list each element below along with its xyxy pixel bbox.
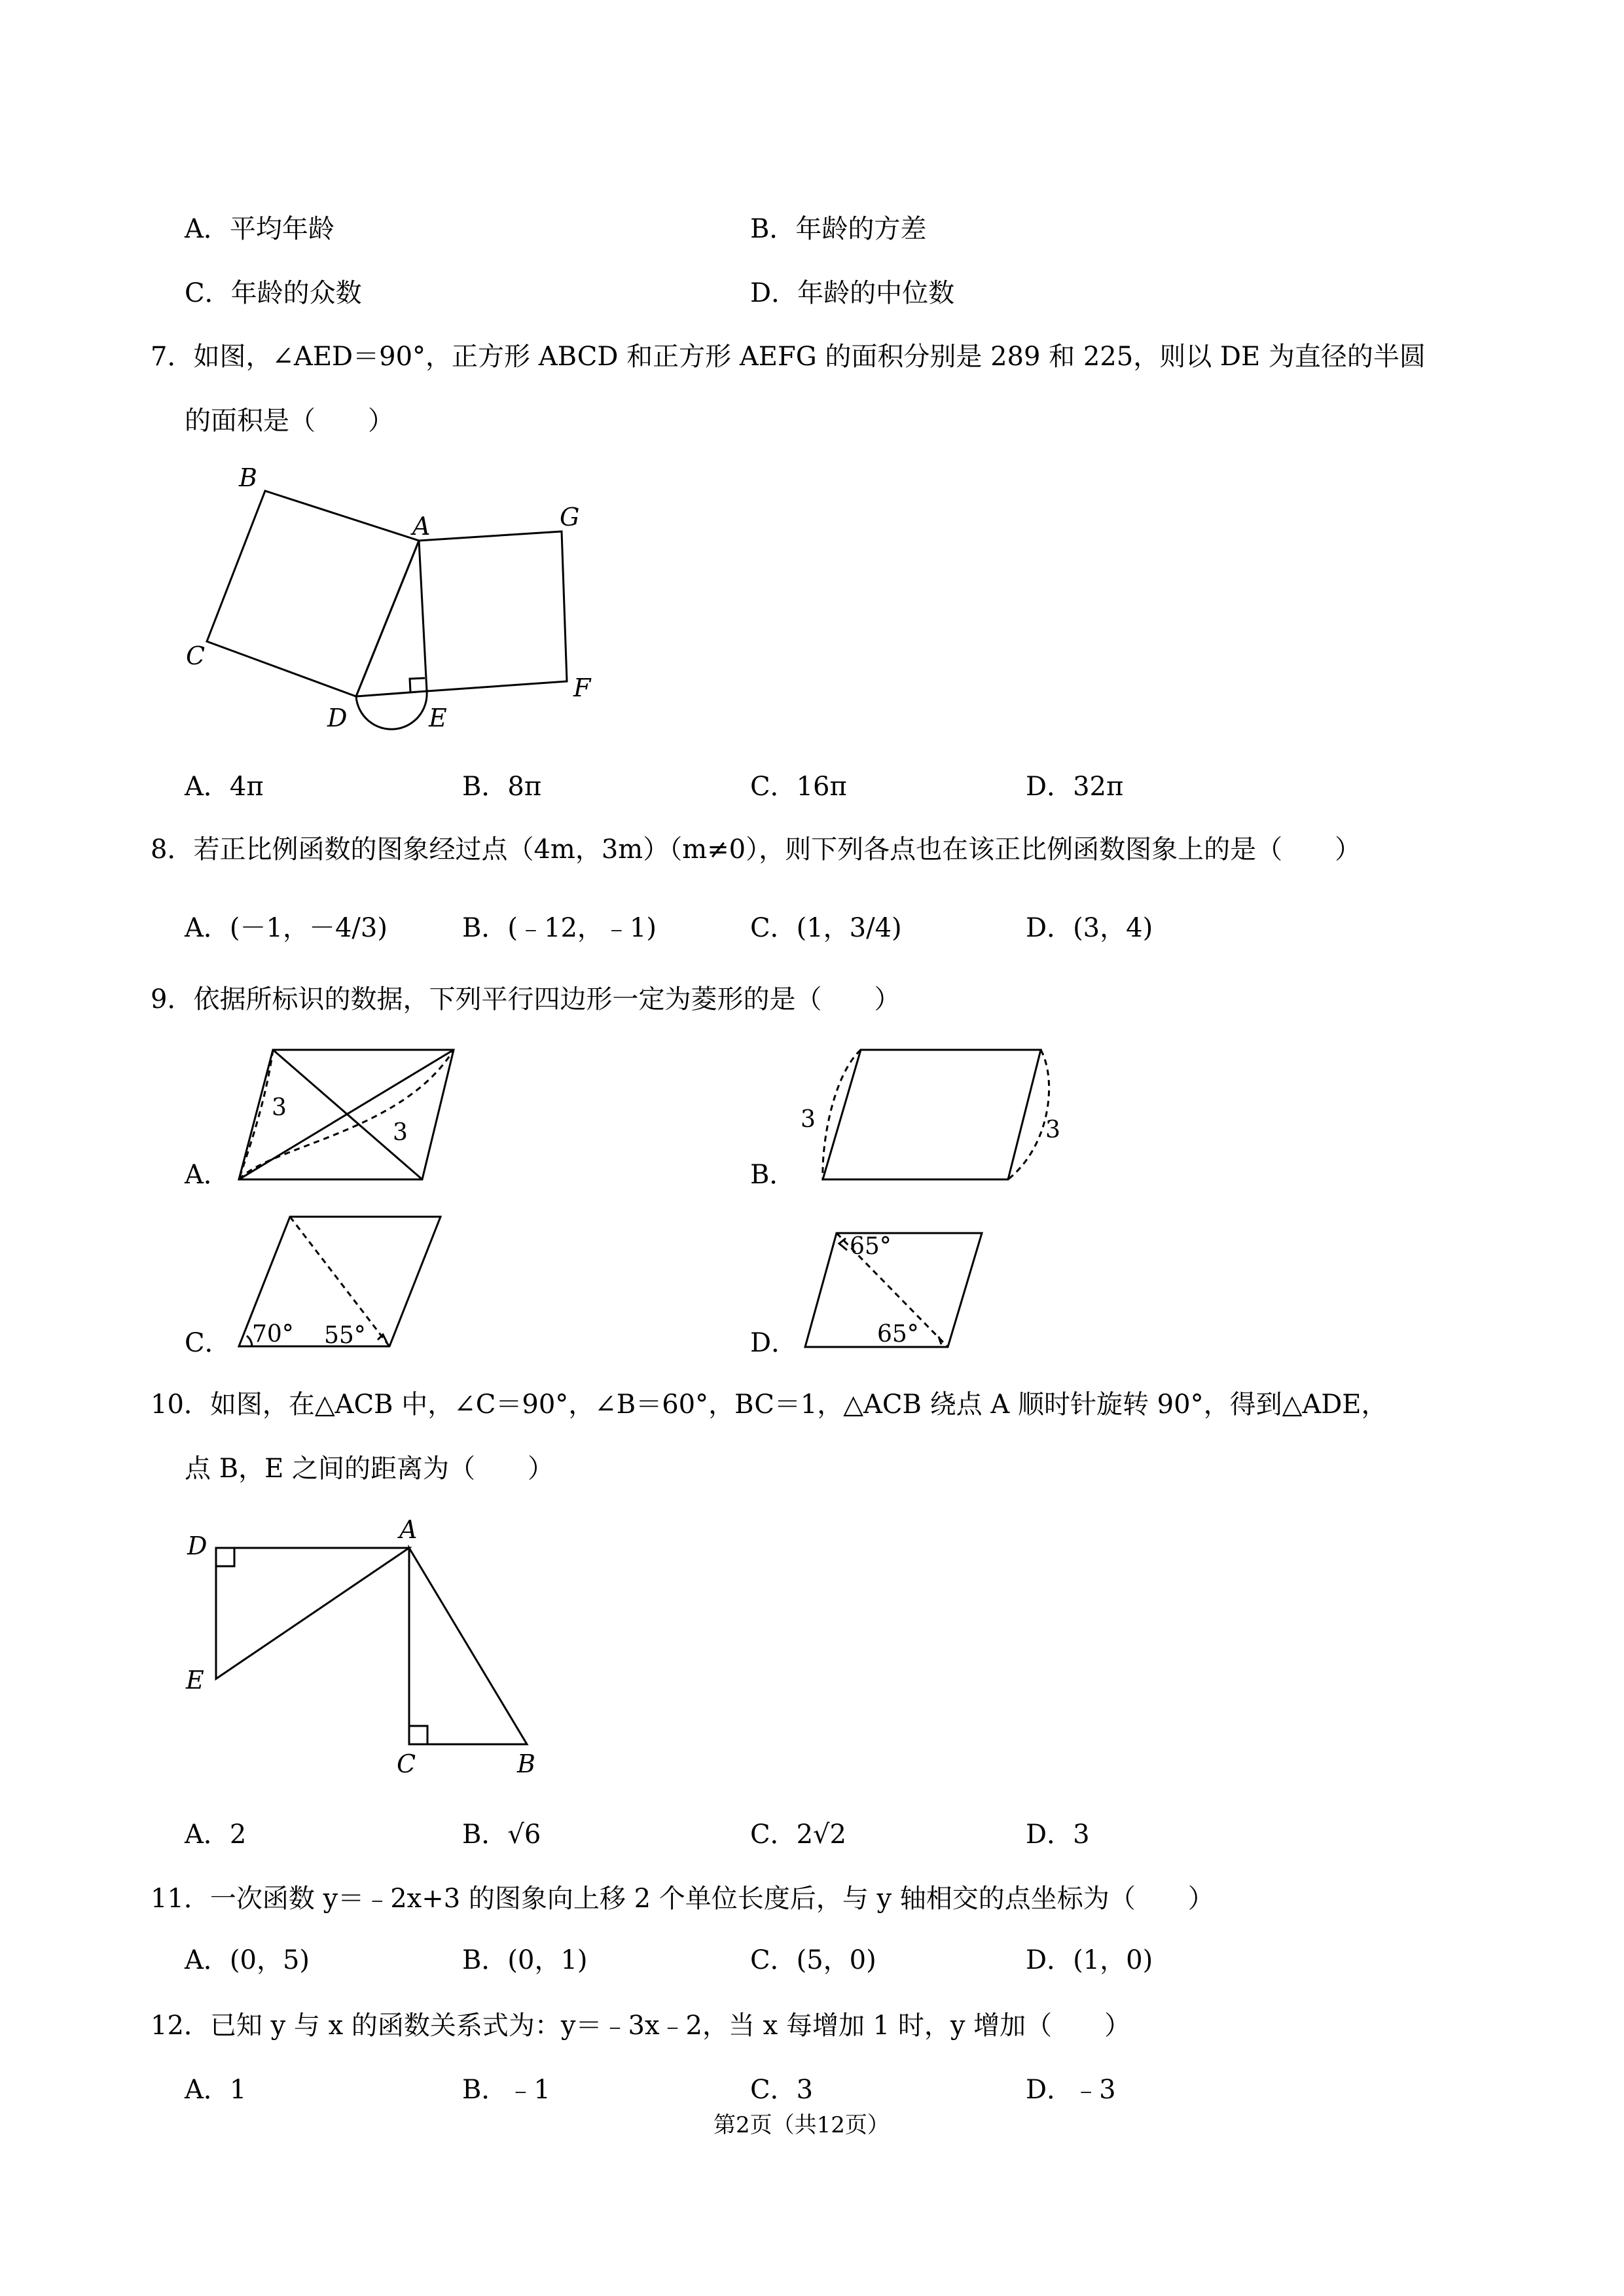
- q7-option-c: C．16π: [750, 772, 847, 802]
- q12-option-c: C．3: [750, 2075, 814, 2105]
- label-e: E: [429, 704, 447, 732]
- right-angle-e: [410, 678, 425, 692]
- q6-option-a: A．平均年龄: [185, 214, 334, 244]
- q12-stem: 12．已知 y 与 x 的函数关系式为：y＝﹣3x﹣2，当 x 每增加 1 时，y 增加（ ）: [151, 2011, 1131, 2041]
- q12-option-b: B．﹣1: [462, 2075, 550, 2105]
- q9c-label-1: 70°: [252, 1321, 294, 1348]
- label-f: F: [573, 673, 591, 702]
- q10-option-a: A．2: [185, 1820, 247, 1850]
- label-c: C: [186, 641, 206, 670]
- label-c: C: [397, 1749, 416, 1778]
- q9-option-b: B．: [750, 1160, 796, 1190]
- label-b: B: [239, 463, 257, 492]
- q9-stem: 9．依据所标识的数据，下列平行四边形一定为菱形的是（ ）: [151, 984, 901, 1014]
- q9-figure-c: [232, 1208, 448, 1358]
- page-number: 第2页（共12页）: [713, 2112, 890, 2138]
- q10-figure: [183, 1509, 550, 1790]
- q11-option-a: A．(0，5): [185, 1945, 310, 1975]
- q9-figure-d: [799, 1224, 995, 1355]
- q8-option-d: D．(3，4): [1026, 913, 1153, 943]
- q9d-label-2: 65°: [877, 1321, 919, 1348]
- q7-option-a: A．4π: [185, 772, 264, 802]
- q11-option-b: B．(0，1): [462, 1945, 588, 1975]
- q9b-label-1: 3: [801, 1106, 816, 1133]
- q9c-label-2: 55°: [324, 1322, 366, 1349]
- right-angle-c: [409, 1726, 427, 1744]
- q12-option-a: A．1: [185, 2075, 247, 2105]
- segment-ad: [356, 541, 419, 696]
- q9b-label-2: 3: [1045, 1117, 1060, 1143]
- semicircle-de: [356, 691, 427, 729]
- label-a: A: [412, 512, 431, 541]
- q10-stem-line1: 10．如图，在△ACB 中，∠C＝90°，∠B＝60°，BC＝1，△ACB 绕点 A 顺时针旋转 90°，得到△ADE，: [151, 1390, 1388, 1420]
- q6-option-c: C．年龄的众数: [185, 278, 362, 308]
- q10-option-d: D．3: [1026, 1820, 1090, 1850]
- q10-stem-line2: 点 B，E 之间的距离为（ ）: [185, 1454, 554, 1484]
- q7-figure: [183, 458, 615, 740]
- q12-option-d: D．﹣3: [1026, 2075, 1116, 2105]
- q11-option-c: C．(5，0): [750, 1945, 876, 1975]
- label-a: A: [399, 1515, 418, 1544]
- label-d: D: [187, 1532, 208, 1560]
- q9d-label-1: 65°: [850, 1233, 892, 1260]
- q11-option-d: D．(1，0): [1026, 1945, 1153, 1975]
- q9-option-c: C．: [185, 1328, 231, 1358]
- triangle-acb: [409, 1548, 527, 1744]
- square-aefg: [419, 531, 567, 691]
- q9-figure-a: [232, 1041, 468, 1191]
- q7-stem-line2: 的面积是（ ）: [185, 406, 394, 436]
- q7-option-d: D．32π: [1026, 772, 1124, 802]
- label-b: B: [517, 1749, 535, 1778]
- q6-option-d: D．年龄的中位数: [750, 278, 955, 308]
- q8-option-c: C．(1，3/4): [750, 913, 902, 943]
- segment-de: [356, 691, 427, 696]
- q7-option-b: B．8π: [462, 772, 542, 802]
- q8-option-b: B．(﹣12，﹣1): [462, 913, 657, 943]
- right-angle-d: [216, 1548, 234, 1566]
- q8-stem: 8．若正比例函数的图象经过点（4m，3m）（m≠0），则下列各点也在该正比例函数图象上的是（ ）: [151, 834, 1362, 865]
- label-g: G: [560, 503, 580, 531]
- q6-option-b: B．年龄的方差: [750, 214, 927, 244]
- q11-stem: 11．一次函数 y＝﹣2x+3 的图象向上移 2 个单位长度后，与 y 轴相交的点坐标为（ ）: [151, 1884, 1214, 1914]
- q10-option-b: B．√6: [462, 1820, 541, 1850]
- q9-option-d: D．: [750, 1328, 798, 1358]
- q9a-label-1: 3: [272, 1094, 287, 1121]
- label-d: D: [327, 704, 348, 732]
- q9-option-a: A．: [185, 1160, 230, 1190]
- q9a-label-2: 3: [393, 1119, 408, 1146]
- square-abcd: [207, 491, 419, 696]
- q9-figure-b: [789, 1041, 1064, 1191]
- q8-option-a: A．(－1，－4/3): [185, 913, 388, 943]
- q7-stem-line1: 7．如图，∠AED＝90°，正方形 ABCD 和正方形 AEFG 的面积分别是 289 和 225，则以 DE 为直径的半圆: [151, 342, 1426, 372]
- label-e: E: [186, 1666, 204, 1695]
- q10-option-c: C．2√2: [750, 1820, 846, 1850]
- triangle-ade: [216, 1548, 409, 1679]
